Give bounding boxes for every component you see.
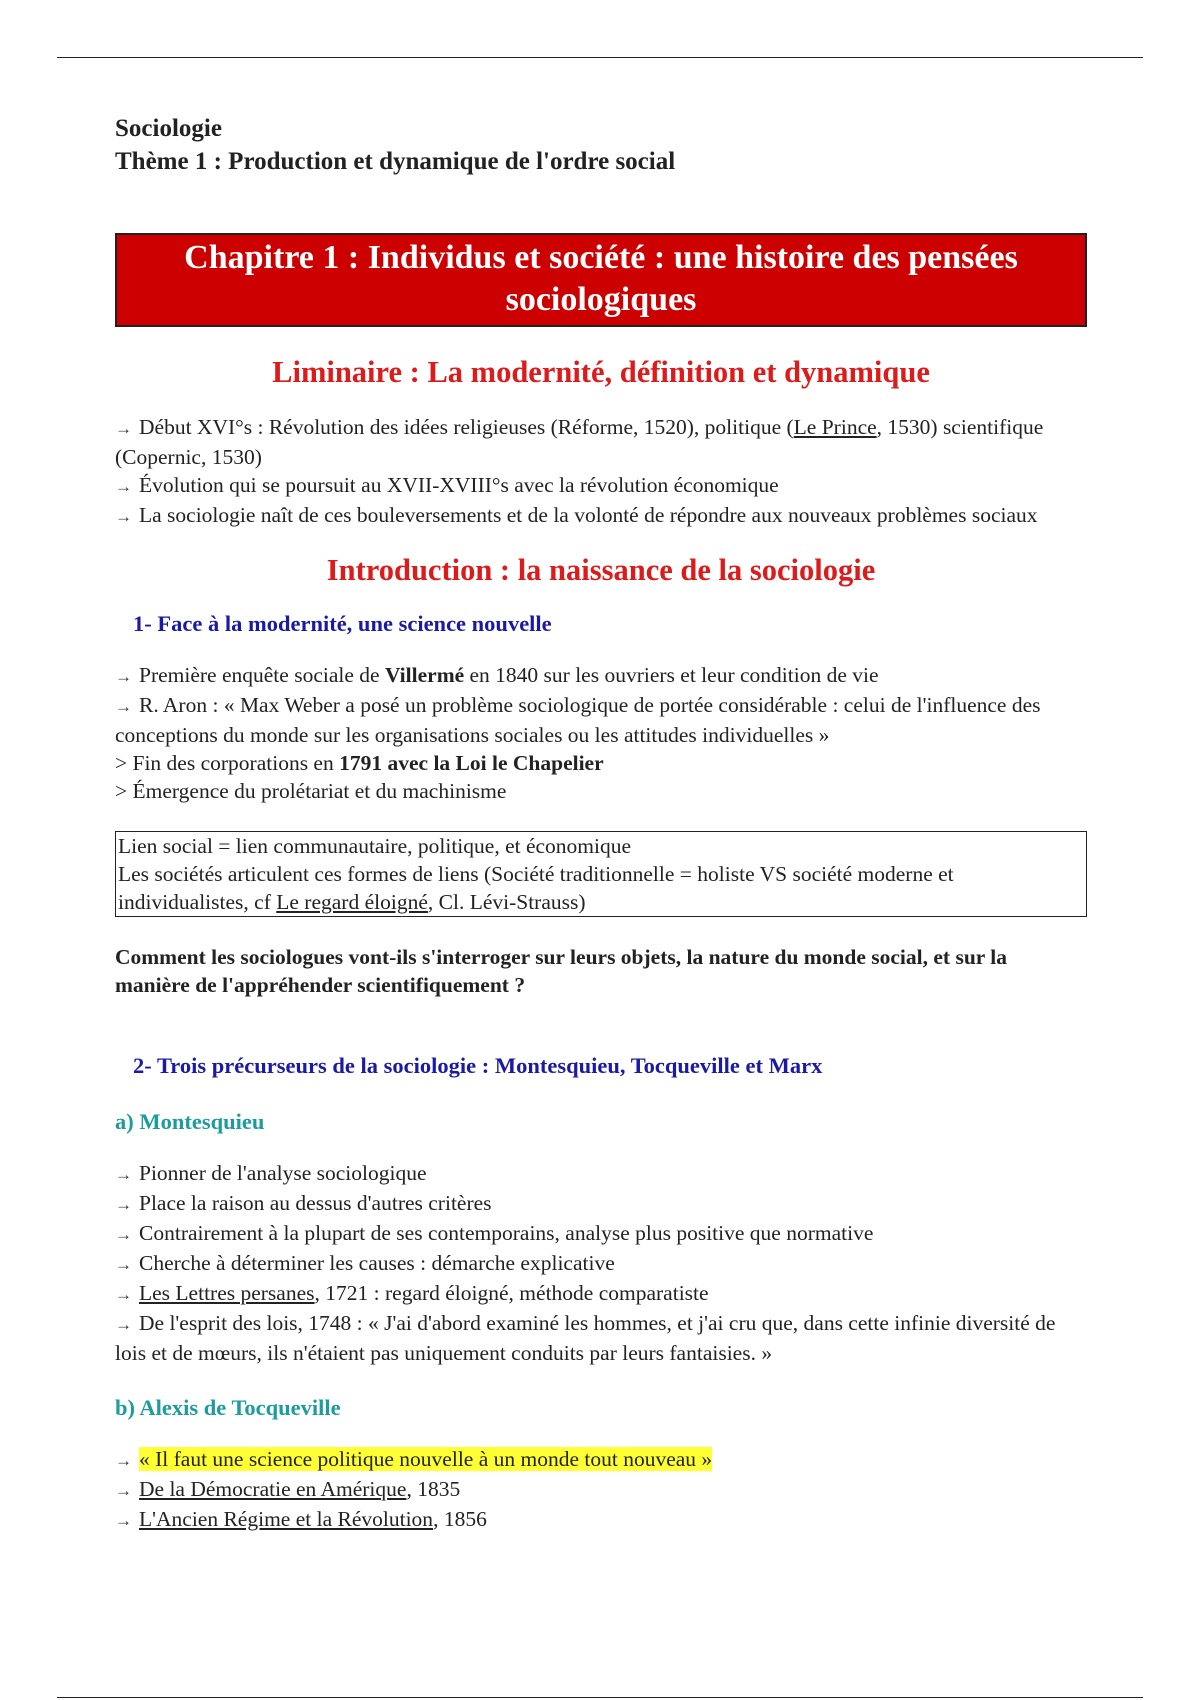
montesquieu-line-3: → Contrairement à la plupart de ses contemporains, analyse plus positive que normative <box>115 1221 874 1245</box>
liminaire-line-2: → Évolution qui se poursuit au XVII-XVIII°s avec la révolution économique <box>115 473 779 497</box>
problem-question: Comment les sociologues vont-ils s'interroger sur leurs objets, la nature du monde social, et sur la manière de l'appréhender scientifiquement ? <box>115 945 1008 997</box>
section-1-line-3: > Fin des corporations en 1791 avec la Loi le Chapelier <box>115 751 604 775</box>
montesquieu-line-2: → Place la raison au dessus d'autres critères <box>115 1191 492 1215</box>
tocqueville-heading: b) Alexis de Tocqueville <box>115 1395 341 1420</box>
theme-title: Thème 1 : Production et dynamique de l'ordre social <box>115 148 676 175</box>
arrow-icon: → <box>115 507 132 526</box>
section-1-heading: 1- Face à la modernité, une science nouvelle <box>133 611 552 636</box>
arrow-icon: → <box>115 697 132 716</box>
section-2-heading: 2- Trois précurseurs de la sociologie : Montesquieu, Tocqueville et Marx <box>133 1053 823 1078</box>
liminaire-heading: Liminaire : La modernité, définition et dynamique <box>272 355 930 389</box>
book-link-le-prince: Le Prince <box>793 415 877 439</box>
arrow-icon: → <box>115 1481 132 1500</box>
section-1-line-4: > Émergence du prolétariat et du machinisme <box>115 779 507 803</box>
arrow-icon: → <box>115 1165 132 1184</box>
introduction-heading: Introduction : la naissance de la sociologie <box>326 553 876 587</box>
liminaire-block <box>115 413 1087 531</box>
arrow-icon: → <box>115 1255 132 1274</box>
montesquieu-line-4: → Cherche à déterminer les causes : démarche explicative <box>115 1251 615 1275</box>
section-1-line-2: → R. Aron : « Max Weber a posé un problème sociologique de portée considérable : celui de l'influence des conceptions du monde sur les organisations sociales ou les attitudes individuelles » <box>115 693 1041 747</box>
tocqueville-block <box>115 1445 1087 1535</box>
book-link-ancien-regime: L'Ancien Régime et la Révolution <box>139 1507 434 1531</box>
tocqueville-line-3: → L'Ancien Régime et la Révolution, 1856 <box>115 1507 487 1531</box>
liminaire-line-1: → Début XVI°s : Révolution des idées religieuses (Réforme, 1520), politique (Le Prince, 1530) scientifique (Copernic, 1530) <box>115 415 1044 469</box>
arrow-icon: → <box>115 1285 132 1304</box>
box-line-1: Lien social = lien communautaire, politique, et économique <box>118 834 632 858</box>
arrow-icon: → <box>115 1225 132 1244</box>
bottom-rule <box>57 1697 1143 1698</box>
section-1-line-1: → Première enquête sociale de Villermé en 1840 sur les ouvriers et leur condition de vie <box>115 663 879 687</box>
chapter-banner: Chapitre 1 : Individus et société : une histoire des pensées sociologiques <box>115 233 1087 327</box>
highlighted-quote: « Il faut une science politique nouvelle à un monde tout nouveau » <box>139 1447 713 1471</box>
arrow-icon: → <box>115 419 132 438</box>
arrow-icon: → <box>115 1315 132 1334</box>
arrow-icon: → <box>115 1195 132 1214</box>
definition-box <box>115 831 1087 917</box>
tocqueville-line-1 <box>115 1445 1087 1475</box>
book-link-regard-eloigne: Le regard éloigné <box>276 890 428 914</box>
arrow-icon: → <box>115 667 132 686</box>
montesquieu-line-5: → Les Lettres persanes, 1721 : regard éloigné, méthode comparatiste <box>115 1281 709 1305</box>
montesquieu-block <box>115 1159 1087 1367</box>
arrow-icon: → <box>115 1511 132 1530</box>
subject-title: Sociologie <box>115 115 222 142</box>
book-link-democratie: De la Démocratie en Amérique <box>139 1477 407 1501</box>
arrow-icon: → <box>115 477 132 496</box>
document-page <box>115 112 1087 1535</box>
section-1-block <box>115 661 1087 805</box>
book-link-lettres-persanes: Les Lettres persanes <box>139 1281 315 1305</box>
box-line-2: Les sociétés articulent ces formes de liens (Société traditionnelle = holiste VS société moderne et individualistes, cf Le regard éloigné, Cl. Lévi-Strauss) <box>118 862 954 914</box>
montesquieu-line-6: → De l'esprit des lois, 1748 : « J'ai d'abord examiné les hommes, et j'ai cru que, dans cette infinie diversité de lois et de mœurs, ils n'étaient pas uniquement conduits par leurs fantaisies. » <box>115 1311 1056 1365</box>
top-rule <box>57 57 1143 58</box>
montesquieu-line-1: → Pionner de l'analyse sociologique <box>115 1161 427 1185</box>
tocqueville-line-2: → De la Démocratie en Amérique, 1835 <box>115 1477 461 1501</box>
liminaire-line-3: → La sociologie naît de ces bouleversements et de la volonté de répondre aux nouveaux problèmes sociaux <box>115 503 1038 527</box>
montesquieu-heading: a) Montesquieu <box>115 1109 265 1134</box>
arrow-icon: → <box>115 1451 132 1470</box>
